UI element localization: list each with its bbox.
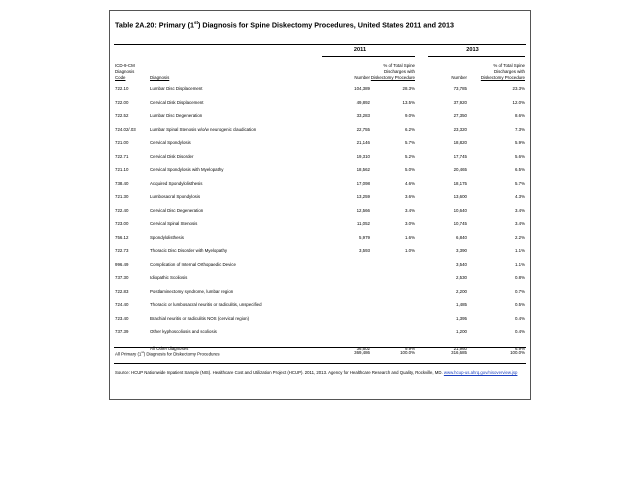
cell-number-2011: 5,979: [359, 234, 370, 240]
cell-pct-2011: 6.2%: [404, 126, 415, 132]
cell-pct-2013: 2.2%: [514, 234, 525, 240]
cell-diagnosis: Complication of Internal Orthopaedic Device: [150, 261, 236, 267]
cell-pct-2011: 5.7%: [404, 140, 415, 145]
cell-number-2011: 18,562: [356, 167, 370, 172]
cell-number-2013: 6,840: [456, 234, 467, 240]
hdr-code-3: Code: [115, 75, 126, 80]
cell-pct-2013: 6.5%: [514, 167, 525, 172]
rule-2013: [428, 56, 525, 57]
cell-pct-2011: 3.0%: [404, 221, 415, 226]
table-frame: [109, 10, 531, 400]
cell-number-2013: 3,540: [456, 261, 467, 267]
hdr-pct-2013-2: Discharges with: [494, 69, 525, 74]
cell-number-2013: 10,640: [453, 207, 467, 213]
rule-total: [114, 347, 526, 348]
rule-bottom: [114, 363, 526, 364]
cell-code: 721.00: [115, 140, 129, 145]
cell-pct-2013: 0.8%: [514, 275, 525, 280]
cell-pct-2013: 7.3%: [514, 126, 525, 132]
source-link[interactable]: www.hcup-us.ahrq.gov/nisoverview.jsp: [443, 370, 518, 375]
title-sup: st: [193, 20, 198, 25]
cell-code: 737.30: [115, 275, 129, 280]
cell-pct-2011: 28.3%: [402, 86, 415, 91]
total-pct-2013: 100.0%: [510, 350, 525, 355]
cell-pct-2013: 5.7%: [514, 180, 525, 186]
cell-diagnosis: Acquired Spondylolisthesis: [150, 180, 203, 186]
table-title: [115, 20, 454, 29]
cell-number-2013: 3,390: [456, 248, 467, 253]
cell-diagnosis: Cervical Spinal Stenosis: [150, 221, 198, 226]
cell-number-2013: 2,530: [456, 275, 467, 280]
cell-pct-2011: 9.0%: [404, 113, 415, 118]
cell-diagnosis: Lumbar Spinal Stenosis w/o/w neurogenic claudication: [150, 126, 257, 132]
cell-number-2013: 20,465: [453, 167, 467, 172]
cell-code: 722.71: [115, 153, 129, 159]
cell-diagnosis: Cervical Disk Displacement: [150, 99, 204, 105]
cell-number-2013: 1,485: [456, 302, 467, 307]
cell-number-2013: 18,175: [453, 180, 467, 186]
cell-code: 723.40: [115, 315, 129, 321]
cell-pct-2013: 1.1%: [514, 248, 525, 253]
rule-2011: [322, 56, 415, 57]
title-suffix: ) Diagnosis for Spine Diskectomy Procedures, United States 2011 and 2013: [197, 20, 455, 30]
cell-number-2013: 27,350: [453, 113, 467, 118]
cell-pct-2013: 0.4%: [514, 315, 525, 321]
cell-code: 738.40: [115, 180, 129, 186]
cell-code: 722.40: [115, 207, 129, 213]
cell-pct-2013: 0.7%: [514, 288, 525, 294]
cell-pct-2011: 4.6%: [404, 180, 415, 186]
cell-pct-2011: 5.0%: [404, 167, 415, 172]
cell-diagnosis: Cervical Spondylosis: [150, 140, 191, 145]
cell-number-2013: 10,745: [453, 221, 467, 226]
cell-number-2011: 3,593: [359, 248, 370, 253]
hdr-pct-2011-1: % of Total Spine: [383, 63, 415, 68]
hdr-pct-2013-3: Diskectomy Procedure: [480, 75, 525, 80]
title-prefix: Table 2A.20: Primary (1: [115, 20, 194, 30]
source-note: [115, 369, 525, 376]
cell-number-2011: 17,098: [356, 180, 370, 186]
total-n-2011: 369,486: [354, 350, 370, 355]
cell-pct-2013: 23.3%: [512, 86, 525, 91]
cell-number-2013: 1,200: [456, 329, 467, 334]
cell-pct-2013: 5.6%: [514, 153, 525, 159]
total-label: [115, 350, 220, 357]
cell-pct-2013: 0.4%: [514, 329, 525, 334]
hdr-pct-2013-1: % of Total Spine: [493, 63, 525, 68]
cell-pct-2011: 13.5%: [402, 99, 415, 105]
cell-diagnosis: Lumbosacral Spondylosis: [150, 194, 201, 199]
cell-pct-2013: 1.1%: [514, 261, 525, 267]
hdr-diagnosis: Diagnosis: [150, 75, 170, 80]
hdr-code-2: Diagnosis: [115, 69, 135, 74]
cell-code: 722.00: [115, 99, 129, 105]
cell-code: 723.00: [115, 221, 129, 226]
cell-pct-2011: 5.2%: [404, 153, 415, 159]
hdr-pct-2011-2: Discharges with: [384, 69, 415, 74]
cell-code: 721.10: [115, 167, 129, 172]
hdr-number-2013: Number: [451, 75, 467, 80]
cell-pct-2013: 12.0%: [512, 99, 525, 105]
cell-pct-2013: 5.9%: [514, 140, 525, 145]
year-2013: 2013: [466, 47, 479, 53]
cell-diagnosis: Cervical Spondylosis with Myelopathy: [150, 167, 224, 172]
cell-code: 722.73: [115, 248, 129, 253]
cell-pct-2013: 3.4%: [514, 221, 525, 226]
hdr-code-1: ICD-9-CM: [115, 63, 135, 68]
cell-pct-2013: 6.9%: [514, 346, 525, 351]
cell-code: 722.52: [115, 113, 129, 118]
cell-number-2011: 19,310: [356, 153, 370, 159]
cell-number-2013: 73,785: [453, 86, 467, 91]
year-2011: 2011: [353, 47, 367, 53]
cell-number-2013: 2,200: [456, 288, 467, 294]
cell-number-2013: 17,745: [453, 153, 467, 159]
cell-number-2013: 1,395: [456, 315, 467, 321]
cell-diagnosis: Lumbar Disc Degeneration: [150, 113, 203, 118]
cell-diagnosis: Thoracic Disc Disorder with Myelopathy: [150, 248, 228, 253]
cell-diagnosis: All Other diagnoses: [150, 346, 189, 351]
total-pct-2011: 100.0%: [400, 350, 415, 355]
cell-code: 722.83: [115, 288, 129, 294]
cell-code: 724.40: [115, 302, 129, 307]
cell-pct-2011: 9.9%: [404, 346, 415, 351]
cell-code: 724.02/.03: [115, 126, 136, 132]
cell-code: 721.30: [115, 194, 129, 199]
cell-number-2011: 33,283: [356, 113, 370, 118]
cell-diagnosis: Idiopathic Scoliosis: [150, 275, 188, 280]
cell-diagnosis: Lumbar Disc Displacement: [150, 86, 203, 91]
cell-diagnosis: Cervical Disk Disorder: [150, 153, 194, 159]
cell-number-2011: 36,602: [356, 346, 370, 351]
cell-code: 756.12: [115, 234, 129, 240]
total-n-2013: 316,685: [451, 350, 467, 355]
total-label-prefix: All Primary (1: [115, 351, 142, 357]
cell-number-2013: 23,320: [453, 126, 467, 132]
cell-code: 722.10: [115, 86, 129, 91]
cell-number-2013: 37,920: [453, 99, 467, 105]
hdr-pct-2011-3: Diskectomy Procedure: [370, 75, 415, 80]
cell-pct-2011: 1.0%: [404, 248, 415, 253]
source-text: Source: HCUP Nationwide Inpatient Sample (NIS). Healthcare Cost and Utilization Project (HCUP). 2011, 2013. Agency for Healthcare Research and Quality, Rockville, MD.: [115, 370, 443, 375]
cell-code: 737.39: [115, 329, 129, 334]
cell-diagnosis: Thoracic or lumbosacral neuritis or radiculitis, unspecified: [150, 302, 262, 307]
cell-diagnosis: Other kyphoscoliosis and scoliosis: [150, 329, 217, 334]
rule-top: [114, 44, 526, 45]
cell-pct-2013: 4.3%: [514, 194, 525, 199]
cell-diagnosis: Postlaminectomy syndrome, lumbar region: [150, 288, 234, 294]
cell-pct-2013: 8.6%: [514, 113, 525, 118]
cell-number-2011: 11,052: [356, 221, 370, 226]
cell-number-2013: 13,600: [453, 194, 467, 199]
cell-diagnosis: Spondylolisthesis: [150, 234, 184, 240]
cell-number-2011: 21,146: [356, 140, 370, 145]
cell-number-2011: 49,892: [356, 99, 370, 105]
total-label-sup: st: [141, 350, 144, 354]
cell-diagnosis: Brachial neuritis or radiculitis NOS (cervical region): [150, 315, 250, 321]
cell-pct-2011: 1.6%: [404, 234, 415, 240]
cell-diagnosis: Cervical Disc Degeneration: [150, 207, 204, 213]
cell-pct-2013: 0.5%: [514, 302, 525, 307]
cell-number-2011: 12,566: [356, 207, 370, 213]
cell-pct-2011: 3.6%: [404, 194, 415, 199]
hdr-number-2011: Number: [354, 75, 370, 80]
cell-pct-2011: 3.4%: [404, 207, 415, 213]
cell-code: 996.49: [115, 261, 129, 267]
cell-number-2011: 104,389: [354, 86, 370, 91]
cell-number-2013: 18,820: [453, 140, 467, 145]
cell-number-2013: 21,960: [453, 346, 467, 351]
cell-number-2011: 22,755: [356, 126, 370, 132]
cell-number-2011: 13,259: [356, 194, 370, 199]
total-label-suffix: ) Diagnosis for Diskectomy Procedures: [143, 351, 220, 357]
cell-pct-2013: 3.4%: [514, 207, 525, 213]
